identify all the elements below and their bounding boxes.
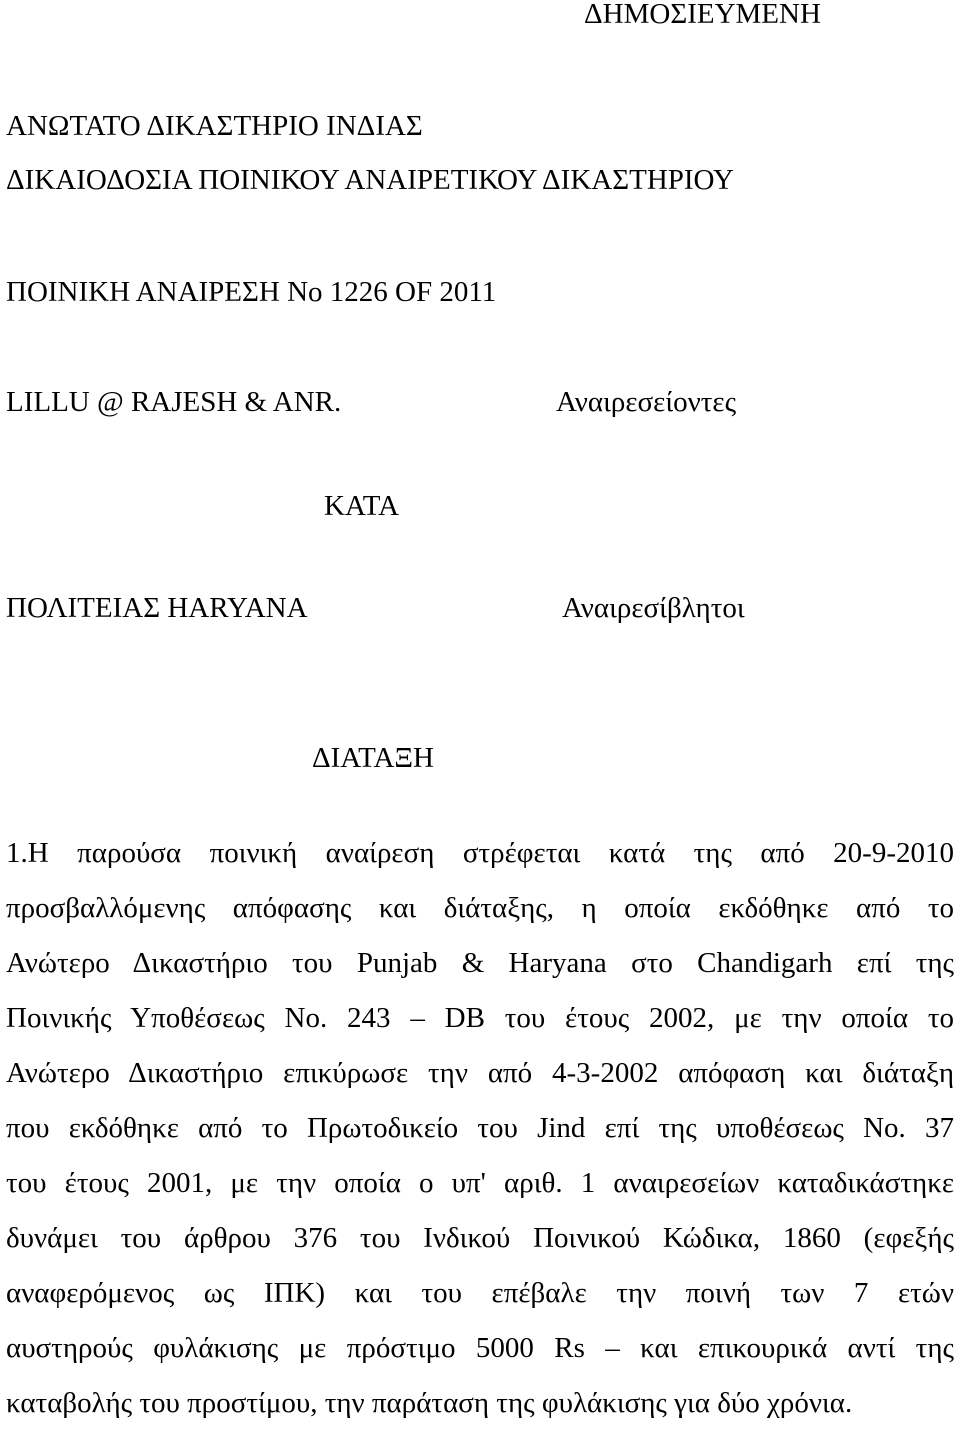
appellants-name: LILLU @ RAJESH & ANR. (6, 386, 342, 418)
paragraph-line: καταβολής του προστίμου, την παράταση της φυλάκισης για δύο χρόνια. (6, 1387, 853, 1419)
paragraph-line: προσβαλλόμενης απόφασης και διάταξης, η οποία εκδόθηκε από το (6, 892, 954, 924)
court-name: ΑΝΩΤΑΤΟ ΔΙΚΑΣΤΗΡΙΟ ΙΝΔΙΑΣ (6, 110, 423, 142)
paragraph-line: του έτους 2001, με την οποία ο υπ' αριθ. 1 αναιρεσείων καταδικάστηκε (6, 1167, 954, 1199)
paragraph-line: Ποινικής Υποθέσεως No. 243 – DB του έτους 2002, με την οποία το (6, 1002, 954, 1034)
case-number: ΠΟΙΝΙΚΗ ΑΝΑΙΡΕΣΗ Νο 1226 OF 2011 (6, 276, 497, 308)
respondents-name: ΠΟΛΙΤΕΙΑΣ HARYANA (6, 592, 308, 624)
order-title: ΔΙΑΤΑΞΗ (312, 742, 434, 774)
appellants-role: Αναιρεσείοντες (556, 386, 737, 418)
paragraph-line: 1.Η παρούσα ποινική αναίρεση στρέφεται κατά της από 20-9-2010 (6, 837, 954, 869)
paragraph-line: αυστηρούς φυλάκισης με πρόστιμο 5000 Rs – και επικουρικά αντί της (6, 1332, 954, 1364)
court-jurisdiction: ΔΙΚΑΙΟΔΟΣΙΑ ΠΟΙΝΙΚΟΥ ΑΝΑΙΡΕΤΙΚΟΥ ΔΙΚΑΣΤΗΡΙΟΥ (6, 164, 734, 196)
publication-status: ΔΗΜΟΣΙΕΥΜΕΝΗ (584, 0, 821, 30)
paragraph-line: δυνάμει του άρθρου 376 του Ινδικού Ποινικού Κώδικα, 1860 (εφεξής (6, 1222, 954, 1254)
paragraph-line: που εκδόθηκε από το Πρωτοδικείο του Jind επί της υποθέσεως No. 37 (6, 1112, 954, 1144)
paragraph-line: Ανώτερο Δικαστήριο του Punjab & Haryana στο Chandigarh επί της (6, 947, 954, 979)
paragraph-line: αναφερόμενος ως ΙΠΚ) και του επέβαλε την ποινή των 7 ετών (6, 1277, 954, 1309)
order-paragraph (6, 826, 954, 1431)
versus-label: ΚΑΤΑ (324, 490, 400, 522)
paragraph-line: Ανώτερο Δικαστήριο επικύρωσε την από 4-3-2002 απόφαση και διάταξη (6, 1057, 954, 1089)
respondents-role: Αναιρεσίβλητοι (562, 592, 745, 624)
